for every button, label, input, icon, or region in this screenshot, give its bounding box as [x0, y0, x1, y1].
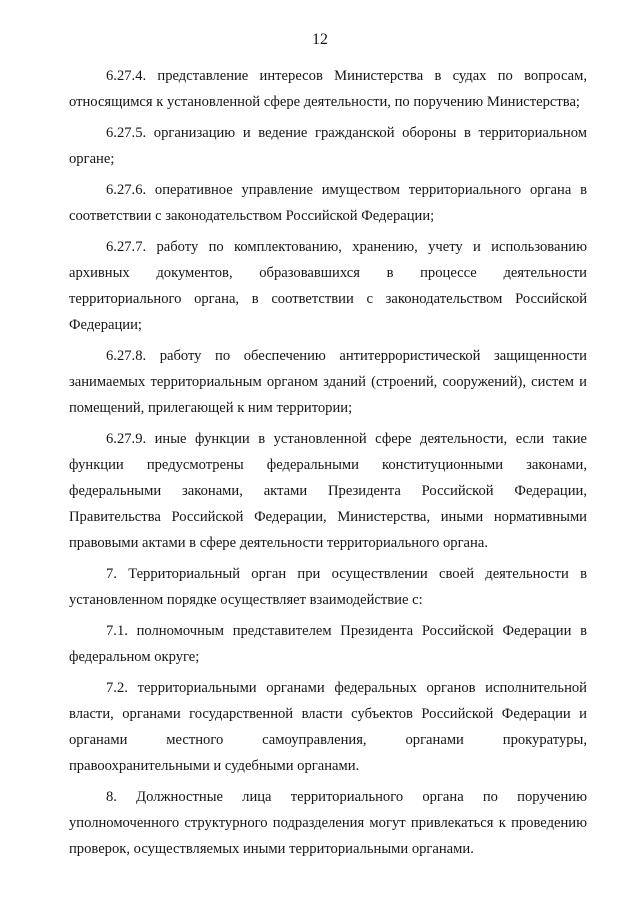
paragraph-6-27-9: 6.27.9. иные функции в установленной сфере деятельности, если такие функции предусмотрены федеральными конституционными законами, федеральными законами, актами Президента Российской Федерации, Правительства Российской Федерации, Министерства, иными нормативными правовыми актами в сфере деятельности территориального органа.	[69, 431, 587, 551]
paragraph-8: 8. Должностные лица территориального органа по поручению уполномоченного структурного подразделения могут привлекаться к проведению проверок, осуществляемых иными территориальными органами.	[69, 789, 587, 857]
paragraph-6-27-5: 6.27.5. организацию и ведение гражданской обороны в территориальном органе;	[69, 125, 587, 167]
paragraph-6-27-8: 6.27.8. работу по обеспечению антитеррористической защищенности занимаемых территориальным органом зданий (строений, сооружений), систем и помещений, прилегающей к ним территории;	[69, 348, 587, 416]
page-number: 12	[312, 31, 328, 48]
paragraph-6-27-7: 6.27.7. работу по комплектованию, хранению, учету и использованию архивных документов, образовавшихся в процессе деятельности территориального органа, в соответствии с законодательством Российской Федерации;	[69, 239, 587, 333]
paragraph-6-27-6: 6.27.6. оперативное управление имуществом территориального органа в соответствии с законодательством Российской Федерации;	[69, 182, 587, 224]
paragraph-6-27-4: 6.27.4. представление интересов Министерства в судах по вопросам, относящимся к установленной сфере деятельности, по поручению Министерства;	[69, 68, 587, 110]
paragraph-7-2: 7.2. территориальными органами федеральных органов исполнительной власти, органами государственной власти субъектов Российской Федерации и органами местного самоуправления, органами прокуратуры, правоохранительными и судебными органами.	[69, 680, 587, 774]
paragraph-7-1: 7.1. полномочным представителем Президента Российской Федерации в федеральном округе;	[69, 623, 587, 665]
document-body	[69, 63, 587, 867]
paragraph-7: 7. Территориальный орган при осуществлении своей деятельности в установленном порядке осуществляет взаимодействие с:	[69, 566, 587, 608]
